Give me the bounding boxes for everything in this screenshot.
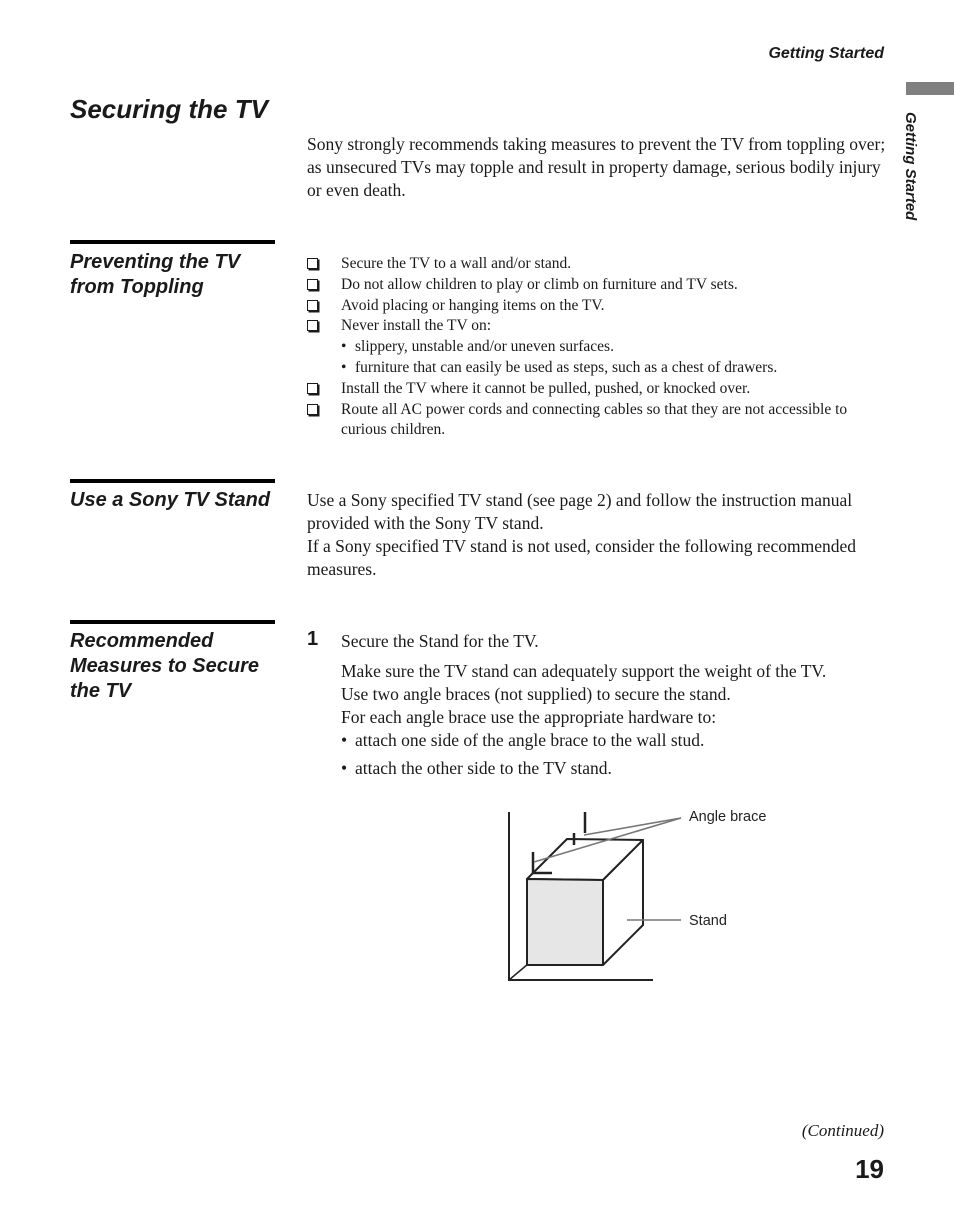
stand-paragraph: Use a Sony specified TV stand (see page 2) and follow the instruction manual provided with the Sony TV stand. [307,490,853,533]
never-install-sublist [341,337,887,379]
checkbox-icon [307,279,318,290]
step-text: Secure the Stand for the TV. [341,631,539,651]
angle-brace-illustration [500,800,800,990]
stand-paragraph: If a Sony specified TV stand is not used, consider the following recommended measures. [307,536,857,579]
hardware-bullets [341,729,881,780]
checkbox-icon [307,383,318,394]
section-heading-stand: Use a Sony TV Stand [70,489,271,511]
step-paragraph: For each angle brace use the appropriate hardware to: [341,707,717,727]
stand-paragraphs [307,489,887,581]
step-paragraph: Make sure the TV stand can adequately support the weight of the TV. [341,661,827,681]
stand-box [527,839,643,965]
checkbox-icon [307,258,318,269]
bullet-item: • attach one side of the angle brace to the wall stud. [341,729,881,752]
bullet-item: • attach the other side to the TV stand. [341,757,881,780]
checklist-item: Route all AC power cords and connecting cables so that they are not accessible to curious children. [307,400,887,442]
sublist-item: • slippery, unstable and/or uneven surfaces. [341,337,887,358]
section-rule [70,240,275,244]
section-tab-marker [906,82,954,95]
checkbox-icon [307,320,318,331]
label-angle-brace: Angle brace [689,809,767,825]
corner-line [509,964,528,980]
section-rule [70,620,275,624]
step-body [341,660,881,780]
section-heading-measures: Recommended Measures to Secure the TV [70,630,259,702]
section-heading-preventing: Preventing the TV from Toppling [70,251,241,298]
checklist-item: Avoid placing or hanging items on the TV. [307,296,887,317]
intro-paragraph: Sony strongly recommends taking measures to prevent the TV from toppling over; as unsecured TVs may topple and result in property damage, serious bodily injury or even death. [307,134,886,200]
step-number: 1 [307,628,319,650]
checklist-item: Never install the TV on: • slippery, unstable and/or uneven surfaces. • furniture that can easily be used as steps, such as a chest of drawers. [307,316,887,378]
side-tab-label: Getting Started [902,112,919,221]
checkbox-icon [307,404,318,415]
page-number: 19 [855,1154,884,1184]
checkbox-icon [307,300,318,311]
sublist-item: • furniture that can easily be used as steps, such as a chest of drawers. [341,358,887,379]
step-paragraph: Use two angle braces (not supplied) to secure the stand. [341,684,731,704]
prevention-checklist [307,254,887,441]
checklist-item: Install the TV where it cannot be pulled, pushed, or knocked over. [307,379,887,400]
continued-note: (Continued) [801,1121,884,1140]
label-stand: Stand [689,913,727,929]
checklist-item: Secure the TV to a wall and/or stand. [307,254,887,275]
page-title: Securing the TV [70,94,268,124]
checklist-item: Do not allow children to play or climb on furniture and TV sets. [307,275,887,296]
section-rule [70,479,275,483]
running-head: Getting Started [768,45,884,62]
